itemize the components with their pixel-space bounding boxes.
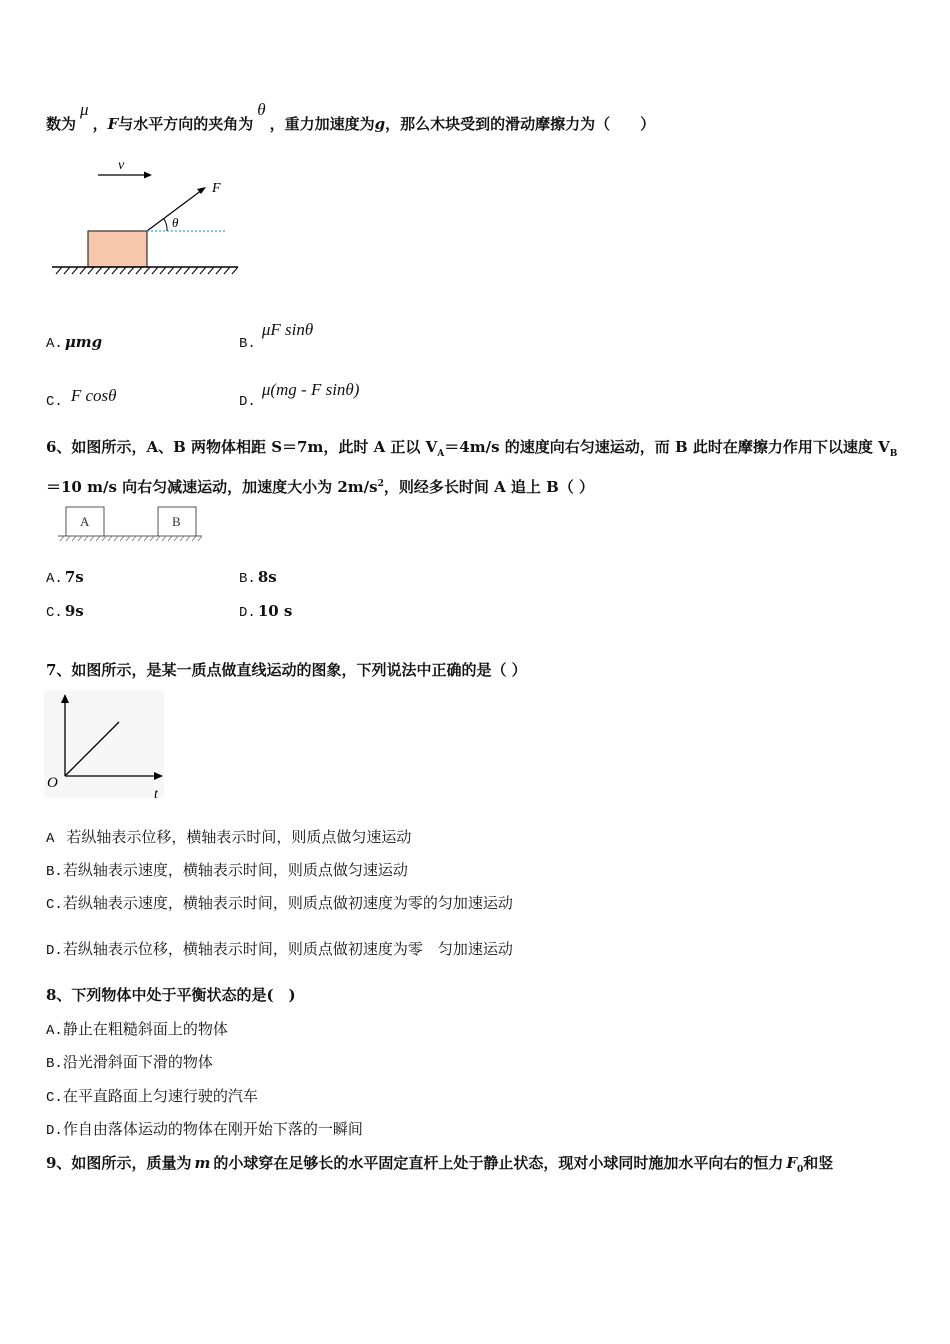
q9-m: m [194,1154,211,1172]
velocity-label: v [118,158,125,173]
ground-hatching [56,267,238,274]
q6-figure [54,504,204,544]
option-letter: D. [239,394,256,410]
option-text: 7s [64,568,84,586]
angle-label: θ [172,215,179,230]
q5-text-d: ，重力加速度为 [269,115,375,133]
option-text: 若纵轴表示速度，横轴表示时间，则质点做初速度为零的匀加速运动 [62,894,513,912]
option-text: μF sinθ [261,320,314,339]
graph-background [44,690,164,798]
q5-theta-symbol: θ [257,100,266,119]
ground-hatching [60,536,202,541]
angle-arc [164,219,167,231]
q7-option-d[interactable] [46,939,513,961]
q6-option-d[interactable] [239,601,292,623]
q5-option-b[interactable] [239,320,314,354]
q6-option-c[interactable] [46,601,84,623]
option-letter: D. [239,605,256,621]
option-letter: C. [46,394,63,410]
q6-option-b[interactable] [239,567,277,589]
q6-stem-line-2 [46,474,594,497]
option-text: 若纵轴表示位移，横轴表示时间，则质点做匀速运动 [66,828,412,846]
q7-option-b[interactable] [46,860,408,882]
option-text: 沿光滑斜面下滑的物体 [62,1053,213,1071]
q5-text-c: 与水平方向的夹角为 [118,115,254,133]
q9-sub-0: 0 [797,1165,804,1175]
q5-mu-symbol: μ [80,100,89,119]
q6-sup-2: 2 [377,479,384,489]
q8-stem: 8、下列物体中处于平衡状态的是( ) [46,986,296,1004]
q8-option-c[interactable] [46,1086,258,1108]
option-letter: C. [46,897,63,913]
block-b-label: B [172,514,181,529]
q5-figure [46,150,246,285]
option-letter: B. [46,1056,63,1072]
option-letter: A [46,831,55,847]
option-letter: A. [46,336,63,352]
force-label: F [212,181,221,196]
option-text: μ(mg - F sinθ) [261,380,360,399]
option-text: F cosθ [70,386,117,405]
q6-sub-b: B [889,449,898,459]
option-text: 若纵轴表示位移，横轴表示时间，则质点做初速度为零 匀加速运动 [62,940,513,958]
origin-label: O [47,775,58,791]
q8-option-b[interactable] [46,1052,213,1074]
q8-option-d[interactable] [46,1119,363,1141]
option-text: 8s [257,568,277,586]
q9-text-a: 9、如图所示，质量为 [46,1154,192,1172]
q6-text-1: 6、如图所示，A、B 两物体相距 S＝7m，此时 A 正以 V [46,438,438,456]
option-text: 若纵轴表示速度，横轴表示时间，则质点做匀速运动 [62,861,408,879]
t-axis-label: t [154,787,158,802]
option-text: 静止在粗糙斜面上的物体 [62,1020,228,1038]
q5-text-b: ， [92,115,108,133]
option-letter: C. [46,605,63,621]
q5-option-d[interactable] [239,380,360,412]
option-letter: D. [46,1123,63,1139]
q9-text-b: 的小球穿在足够长的水平固定直杆上处于静止状态，现对小球同时施加水平向右的恒力 [213,1154,784,1172]
option-text: μmg [64,333,103,351]
velocity-arrow-head [144,172,152,179]
option-letter: B. [239,336,256,352]
q6-text-2b: ，则经多长时间 A 追上 B（ ） [383,478,595,496]
q5-text-e: ，那么木块受到的滑动摩擦力为（ ） [385,115,656,133]
q8-option-a[interactable] [46,1019,228,1041]
option-text: 10 s [257,602,293,620]
option-text: 9s [64,602,84,620]
q7-option-c[interactable] [46,893,513,915]
q7-option-a[interactable] [46,827,411,849]
q5-option-a[interactable] [46,332,102,354]
q9-stem [46,1153,833,1180]
q5-text-a: 数为 [46,115,77,133]
option-letter: A. [46,571,63,587]
q6-option-a[interactable] [46,567,84,589]
option-letter: D. [46,943,63,959]
option-text: 在平直路面上匀速行驶的汽车 [62,1087,258,1105]
option-letter: B. [46,864,63,880]
q5-option-c[interactable] [46,386,117,412]
q9-text-c: 和竖 [803,1154,834,1172]
q9-F0: F [786,1154,797,1172]
q7-stem: 7、如图所示，是某一质点做直线运动的图象，下列说法中正确的是（ ） [46,661,527,679]
option-letter: C. [46,1090,63,1106]
q7-graph-figure [44,690,170,802]
wooden-block [88,231,147,267]
q6-stem-line-1 [46,437,897,464]
block-a-label: A [80,514,90,529]
q5-g: g [374,115,386,133]
q5-F: F [107,115,119,133]
option-letter: B. [239,571,256,587]
option-letter: A. [46,1023,63,1039]
option-text: 作自由落体运动的物体在刚开始下落的一瞬间 [62,1120,363,1138]
q6-text-1b: ＝4m/s 的速度向右匀速运动，而 B 此时在摩擦力作用下以速度 V [444,438,890,456]
q6-sub-a: A [437,449,445,459]
q6-text-2a: ＝10 m/s 向右匀减速运动，加速度大小为 2m/s [46,478,378,496]
q5-stem-line [46,100,656,134]
